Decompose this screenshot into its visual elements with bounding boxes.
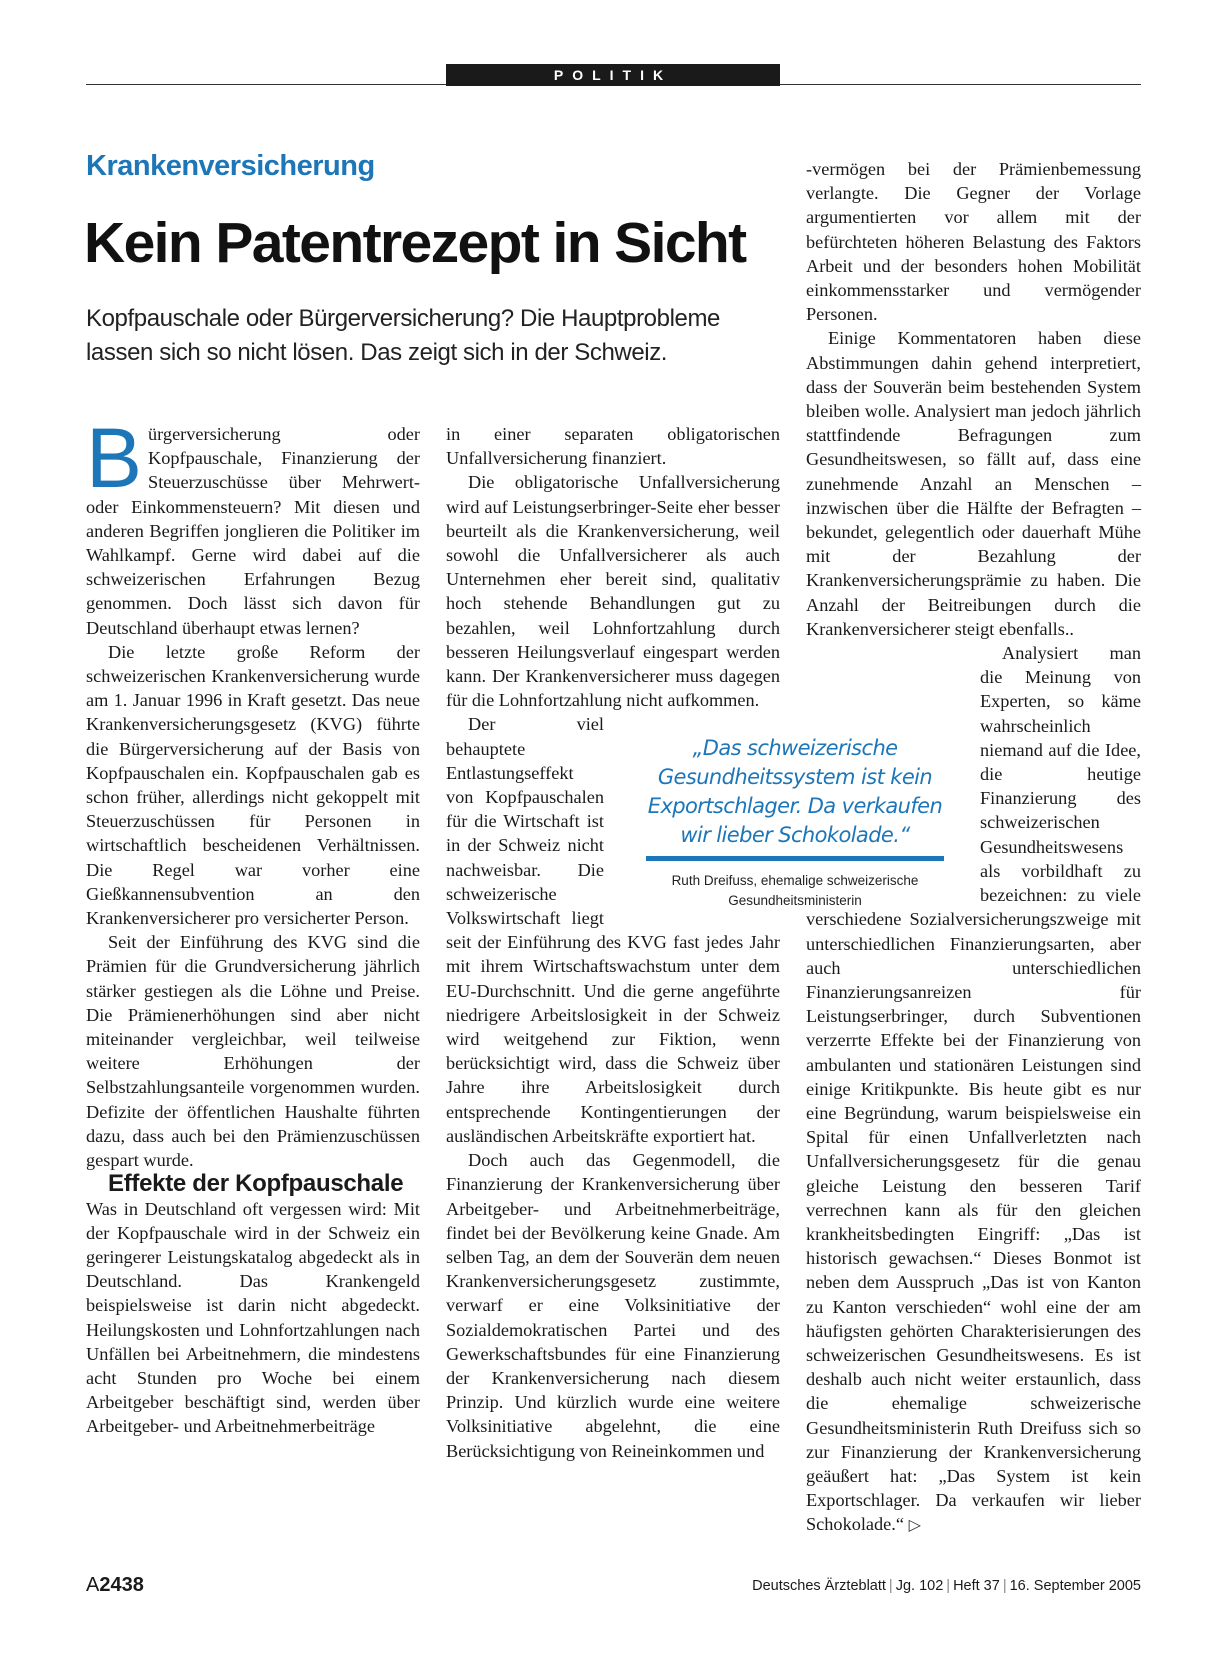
paragraph: Was in Deutschland oft vergessen wird: Mit der Kopfpauschale wird in der Schweiz ein geringerer Leistungskatalog abgedeckt als in Deutschland. Das Krankengeld beispielsweise ist darin nicht abgedeckt. Heilungskosten und Lohnfortzahlungen nach Unfällen bei Arbeitnehmern, die mindestens acht Stunden pro Woche bei einem Arbeitgeber beschäftigt sind, werden über Arbeitgeber- und Arbeitnehmerbeiträge [86, 1198, 420, 1437]
article-kicker: Krankenversicherung [86, 150, 375, 182]
article-headline: Kein Patentrezept in Sicht [84, 211, 746, 275]
paragraph: Der viel behauptete Entlastungseffekt von Kopfpauschalen für die Wirtschaft ist in der Schweiz nicht nachweisbar. Die schweizerische Volkswirtschaft liegt seit der Einführung des KVG fast jedes Jahr mit ihrem Wirtschaftswachstum unter dem EU-Durchschnitt. Und die gerne angeführte niedrigere Arbeitslosigkeit in der Schweiz wird weitgehend zur Fiktion, wenn berücksichtigt wird, dass die Schweiz über Jahre ihre Arbeitslosigkeit durch entsprechende Kontingentierungen der ausländischen Arbeitskräfte exportiert hat. [446, 714, 780, 1146]
paragraph: -vermögen bei der Prämienbemessung verlangte. Die Gegner der Vorlage argumentierten vor allem mit der befürchteten höheren Belastung des Faktors Arbeit und der besonders hohen Mobilität einkommensstarker und vermögender Personen. [806, 159, 1141, 325]
paragraph: Bürgerversicherung oder Kopfpauschale, Finanzierung der Steuerzuschüsse über Mehrwert- oder Einkommensteuern? Mit diesen und anderen Begriffen jonglieren die Politiker im Wahlkampf. Gerne wird dabei auf die schweizerischen Erfahrungen Bezug genommen. Doch lässt sich davon für Deutschland überhaupt etwas lernen? [86, 411, 420, 638]
paragraph: Analysiert man die Meinung von Experten, so käme wahrscheinlich niemand auf die Idee, die heutige Finanzierung des schweizerischen Gesundheitswesens als vorbildhaft zu bezeichnen: zu viele verschiedene Sozialversicherungszweige mit unterschiedlichen Finanzierungsarten, aber auch unterschiedlichen Finanzierungsanreizen für Leistungserbringer, durch Subventionen verzerrte Effekte bei der Finanzierung von ambulanten und stationären Leistungen sind einige Kritikpunkte. Bis heute gibt es nur eine Begründung, warum beispielsweise ein Spital für einen Unfallverletzten nach Unfallversicherungsgesetz für die genau gleiche Leistung den besseren Tarif verrechnen kann als für den gleichen krankheitsbedingten Eingriff: „Das ist historisch gewachsen.“ Dieses Bonmot ist neben dem Ausspruch „Das ist von Kanton zu Kanton verschieden“ wohl eine der am häufigsten gehörten Charakterisierungen des schweizerischen Gesundheitswesens. Es ist deshalb auch nicht weiter erstaunlich, dass die ehemalige schweizerische Gesundheitsministerin Ruth Dreifuss sich so zur Finanzierung der Krankenversicherung geäußert hat: „Das System ist kein Exportschlager. Da verkaufen wir lieber Schokolade.“ ▷ [806, 643, 1141, 1535]
journal-name: Deutsches Ärzteblatt [752, 1578, 886, 1594]
paragraph: Die obligatorische Unfallversicherung wird auf Leistungserbringer-Seite eher besser beurteilt als die Krankenversicherung, weil sowohl die Unfallversicherer als auch Unternehmen eher bereit sind, qualitativ hoch stehende Behandlungen gut zu bezahlen, weil Lohnfortzahlung durch besseren Heilungsverlauf eingespart werden kann. Der Krankenversicherer muss dagegen für die Lohnfortzahlung nicht aufkommen. [446, 472, 780, 711]
pull-quote-rule [646, 856, 944, 861]
journal-volume: Jg. 102 [895, 1578, 944, 1594]
paragraph: Die letzte große Reform der schweizerischen Krankenversicherung wurde am 1. Januar 1996 in Kraft gesetzt. Das neue Krankenversicherungsgesetz (KVG) führte die Bürgerversicherung auf der Basis von Kopfpauschalen ein. Kopfpauschalen gab es schon früher, allerdings nicht gekoppelt mit Steuerzuschüssen für Personen in wirtschaftlich bescheidenen Verhältnissen. Die Regel war vorher eine Gießkannensubvention an den Krankenversicherer pro versicherter Person. [86, 641, 420, 929]
journal-info: Deutsches Ärzteblatt | Jg. 102 | Heft 37 | 16. September 2005 [752, 1578, 1141, 1594]
page-number: 2438 [99, 1574, 144, 1596]
subheading: Effekte der Kopfpauschale [108, 1170, 404, 1198]
paragraph: Seit der Einführung des KVG sind die Prämien für die Grundversicherung jährlich stärker gestiegen als die Löhne und Preise. Die Prämienerhöhungen sind aber nicht miteinander vergleichbar, weil teilweise weitere Erhöhungen der Selbstzahlungsanteile vorgenommen wurden. Defizite der öffentlichen Haushalte führten dazu, dass auch bei den Prämienzuschüssen gespart wurde. [86, 932, 420, 1171]
body-column-2 [446, 422, 780, 1463]
drop-cap: B [86, 411, 143, 505]
continue-arrow-icon: ▷ [908, 1517, 921, 1535]
article-standfirst: Kopfpauschale oder Bürgerversicherung? Die Hauptprobleme lassen sich so nicht lösen. Das zeigt sich in der Schweiz. [86, 305, 720, 366]
journal-issue: Heft 37 [953, 1578, 1000, 1594]
paragraph: Doch auch das Gegenmodell, die Finanzierung der Krankenversicherung über Arbeitgeber- und Arbeitnehmerbeiträge, findet bei der Bevölkerung keine Gnade. Am selben Tag, an dem der Souverän dem neuen Krankenversicherungsgesetz zustimmte, verwarf er eine Volksinitiative der Sozialdemokratischen Partei und des Gewerkschaftsbundes für eine Finanzierung der Krankenversicherung nach diesem Prinzip. Und kürzlich wurde eine weitere Volksinitiative abgelehnt, die eine Berücksichtigung von Reineinkommen und [446, 1150, 780, 1461]
pull-quote-text: „Das schweizerische Gesundheitssystem ist kein Exportschlager. Da verkaufen wir lieber Schokolade.“ [647, 736, 943, 847]
pull-quote-attribution: Ruth Dreifuss, ehemalige schweizerische Gesundheitsministerin [671, 873, 919, 908]
pull-quote [640, 734, 950, 911]
paragraph: in einer separaten obligatorischen Unfallversicherung finanziert. [446, 424, 780, 469]
paragraph: Einige Kommentatoren haben diese Abstimmungen dahin gehend interpretiert, dass der Souverän beim bestehenden System bleiben wolle. Analysiert man jedoch jährlich stattfindende Befragungen zum Gesundheitswesen, so fällt auf, dass eine zunehmende Anzahl an Menschen – inzwischen über die Hälfte der Befragten – bekundet, gelegentlich oder dauerhaft Mühe mit der Bezahlung der Krankenversicherungsprämie zu haben. Die Anzahl der Beitreibungen durch die Krankenversicherer steigt ebenfalls.. [806, 328, 1141, 639]
journal-date: 16. September 2005 [1009, 1578, 1141, 1594]
body-column-1 [86, 411, 420, 1439]
page-folio: A2438 [86, 1574, 144, 1596]
section-label: POLITIK [446, 64, 780, 86]
